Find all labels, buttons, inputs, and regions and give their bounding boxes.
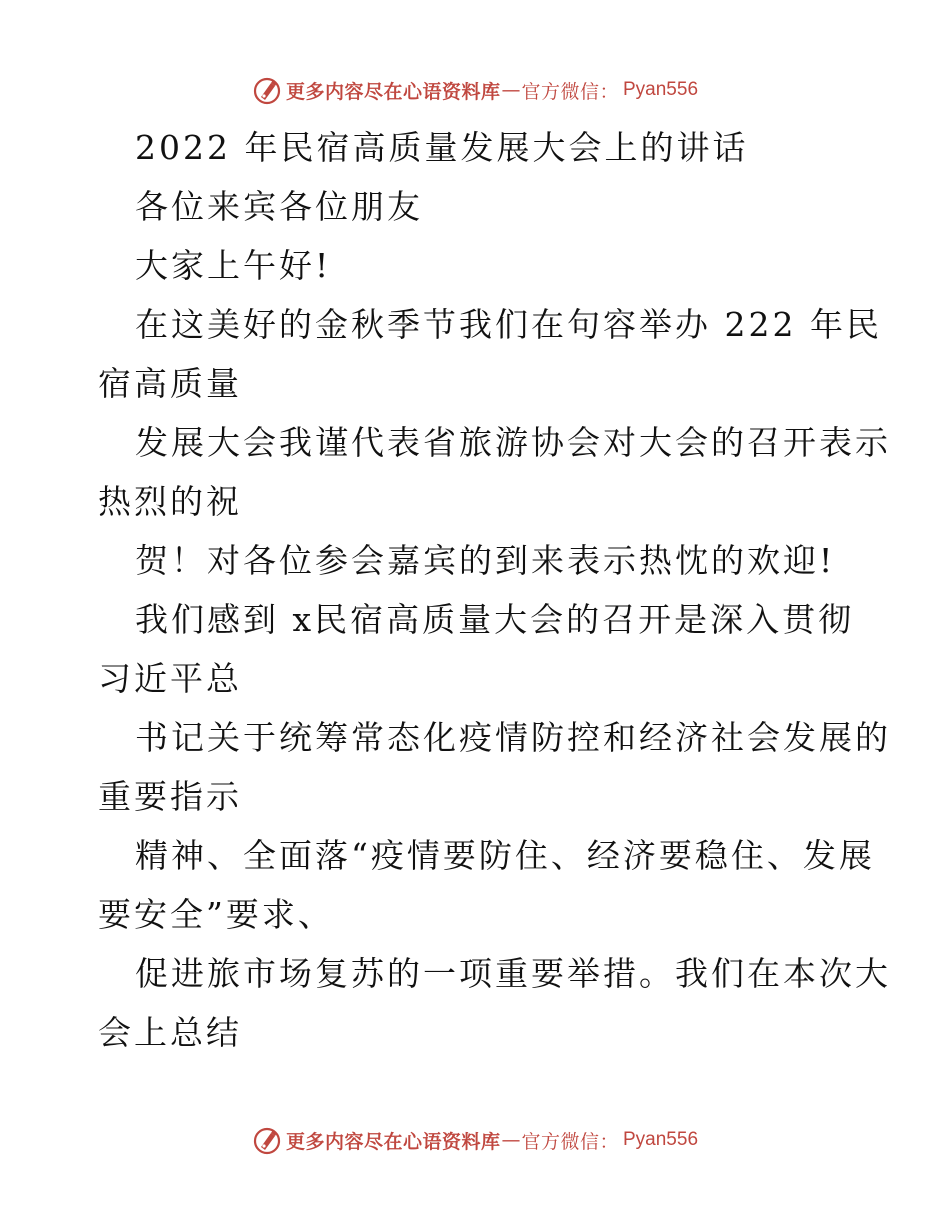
banner-wechat-label: 官方微信： bbox=[521, 1130, 619, 1153]
document-title: 2022 年民宿高质量发展大会上的讲话 bbox=[135, 128, 749, 167]
banner-main-text: 更多内容尽在心语资料库 bbox=[285, 80, 501, 103]
banner-dash: — bbox=[501, 1129, 521, 1151]
paragraph-line: 重要指示 bbox=[98, 777, 242, 816]
paragraph-line: 我们感到 x民宿高质量大会的召开是深入贯彻 bbox=[135, 600, 855, 639]
banner-wechat-id: Pyan556 bbox=[623, 1129, 699, 1150]
footer-banner bbox=[0, 1123, 950, 1157]
paragraph-line: 贺！对各位参会嘉宾的到来表示热忱的欢迎! bbox=[135, 541, 836, 580]
paragraph-line: 发展大会我谨代表省旅游协会对大会的召开表示 bbox=[135, 423, 891, 462]
paragraph-line: 促进旅市场复苏的一项重要举措。我们在本次大 bbox=[135, 954, 891, 993]
header-banner bbox=[0, 73, 950, 107]
banner-dash: — bbox=[501, 79, 521, 101]
paragraph-line: 精神、全面落“疫情要防住、经济要稳住、发展 bbox=[135, 836, 875, 875]
pen-nib-circle-icon bbox=[252, 1125, 282, 1155]
paragraph-line: 习近平总 bbox=[98, 659, 242, 698]
paragraph-line: 书记关于统筹常态化疫情防控和经济社会发展的 bbox=[135, 718, 891, 757]
banner-wechat-id: Pyan556 bbox=[623, 79, 699, 100]
paragraph-line: 热烈的祝 bbox=[98, 482, 242, 521]
document-body bbox=[98, 124, 891, 1068]
greeting-line: 大家上午好! bbox=[135, 246, 332, 285]
banner-main-text: 更多内容尽在心语资料库 bbox=[285, 1130, 501, 1153]
paragraph-line: 宿高质量 bbox=[98, 364, 242, 403]
paragraph-line: 要安全”要求、 bbox=[98, 895, 334, 934]
banner-wechat-label: 官方微信： bbox=[521, 80, 619, 103]
paragraph-line: 在这美好的金秋季节我们在句容举办 222 年民 bbox=[135, 305, 882, 344]
salutation-line: 各位来宾各位朋友 bbox=[135, 187, 423, 226]
paragraph-line: 会上总结 bbox=[98, 1013, 242, 1052]
pen-nib-circle-icon bbox=[252, 75, 282, 105]
